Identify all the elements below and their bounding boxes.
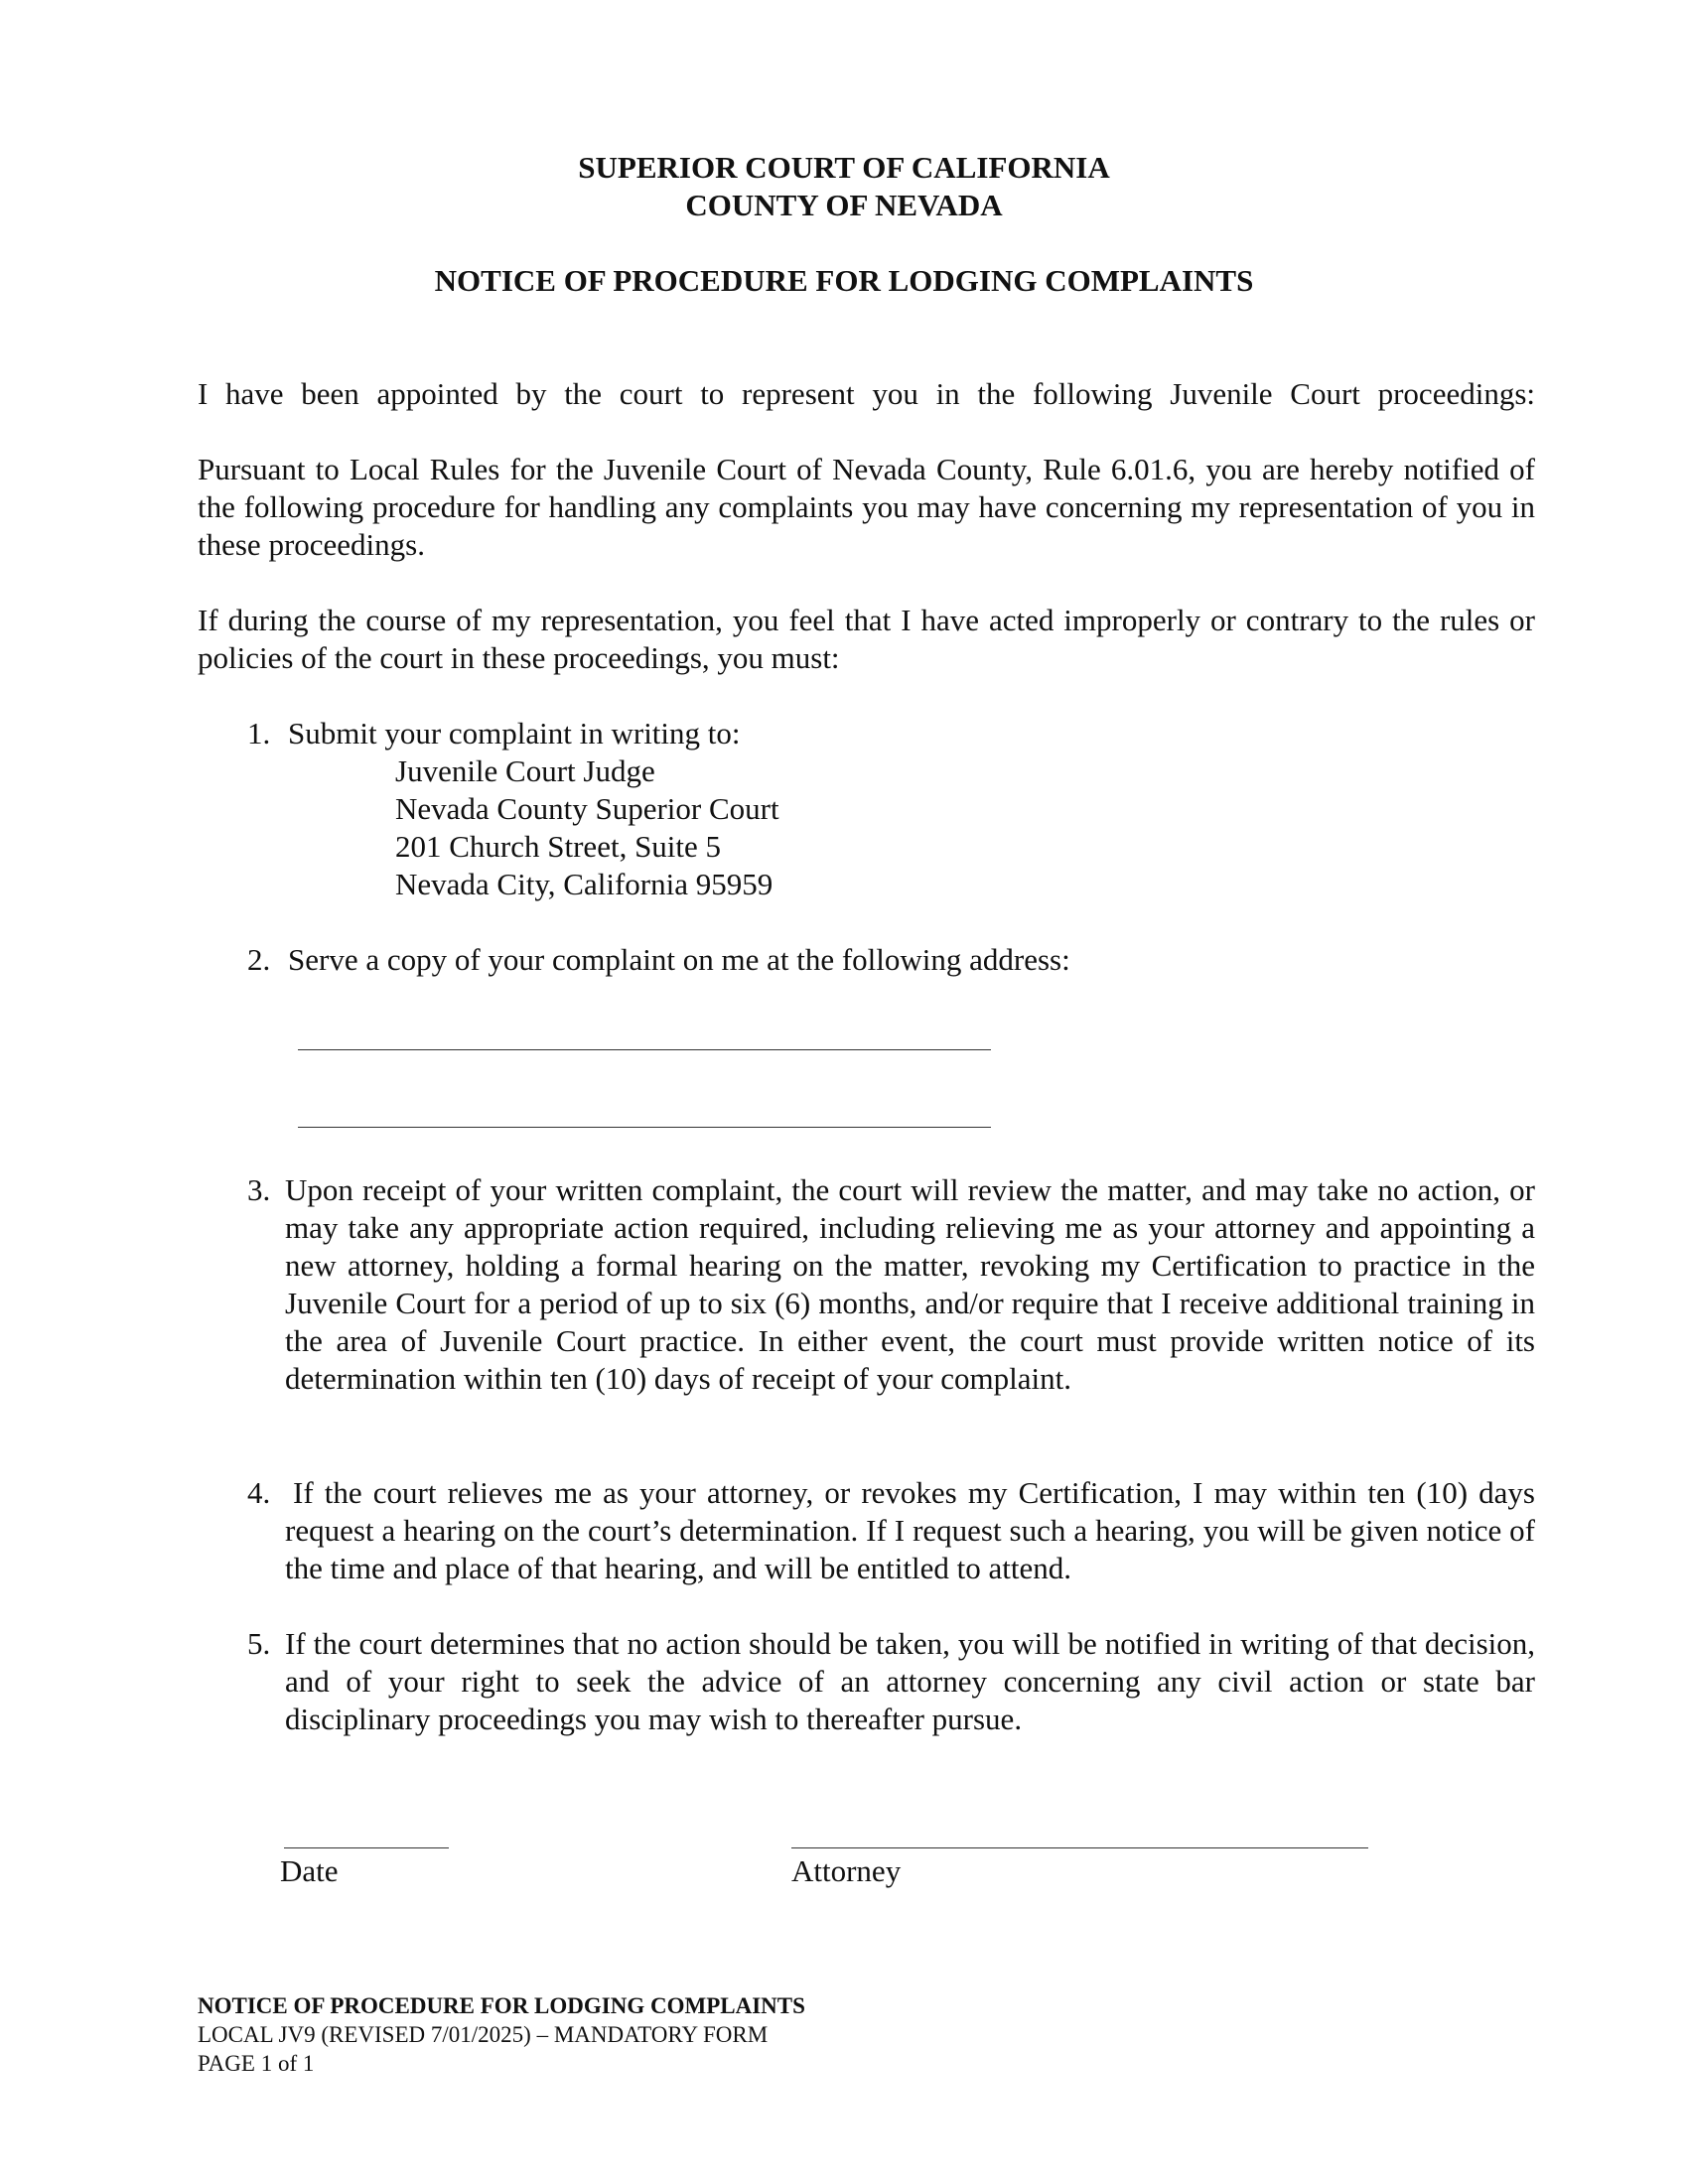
address-blank-line-2[interactable]: [298, 1127, 991, 1128]
step-4-text: If the court relieves me as your attorney, or revokes my Certification, I may within ten (10) days request a hearing on the court’s determination. If I request such a hearing, you will be given notice of the time and place of that hearing, and will be entitled to attend.: [285, 1475, 1535, 1585]
step-1-number: 1.: [247, 716, 271, 751]
step-3-text: Upon receipt of your written complaint, the court will review the matter, and may take no action, or may take any appropriate action required, including relieving me as your attorney and appointing a new attorney, holding a formal hearing on the matter, revoking my Certification to practice in the Juvenile Court for a period of up to six (6) months, and/or require that I receive additional training in the area of Juvenile Court practice. In either event, the court must provide written notice of its determination within ten (10) days of receipt of your complaint.: [285, 1172, 1535, 1396]
address-line-1: Juvenile Court Judge: [395, 753, 655, 788]
address-line-4: Nevada City, California 95959: [395, 867, 774, 901]
footer-title: NOTICE OF PROCEDURE FOR LODGING COMPLAINTS: [198, 1993, 805, 2018]
date-label: Date: [280, 1853, 339, 1888]
date-signature-line[interactable]: [284, 1847, 449, 1848]
intro-paragraph: I have been appointed by the court to represent you in the following Juvenile Court proceedings:: [198, 376, 1535, 411]
step-5-text: If the court determines that no action should be taken, you will be notified in writing of that decision, and of your right to seek the advice of an attorney concerning any civil action or state bar disciplinary proceedings you may wish to thereafter pursue.: [285, 1626, 1535, 1736]
step-3-number: 3.: [247, 1172, 271, 1207]
attorney-label: Attorney: [791, 1853, 902, 1888]
step-1-text: Submit your complaint in writing to:: [288, 716, 741, 751]
footer-form-id: LOCAL JV9 (REVISED 7/01/2025) – MANDATORY FORM: [198, 2022, 769, 2047]
court-name: SUPERIOR COURT OF CALIFORNIA: [578, 150, 1110, 185]
page-title: NOTICE OF PROCEDURE FOR LODGING COMPLAINTS: [434, 263, 1254, 298]
footer-page-number: PAGE 1 of 1: [198, 2051, 315, 2076]
attorney-signature-line[interactable]: [791, 1847, 1368, 1848]
address-line-3: 201 Church Street, Suite 5: [395, 829, 722, 864]
address-line-2: Nevada County Superior Court: [395, 791, 779, 826]
address-blank-line-1[interactable]: [298, 1049, 991, 1050]
step-2-number: 2.: [247, 942, 271, 977]
county-name: COUNTY OF NEVADA: [685, 188, 1003, 222]
pursuant-paragraph: Pursuant to Local Rules for the Juvenile Court of Nevada County, Rule 6.01.6, you are hereby notified of the following procedure for handling any complaints you may have concerning my representation of you in these proceedings.: [198, 452, 1535, 562]
step-2-text: Serve a copy of your complaint on me at the following address:: [288, 942, 1070, 977]
step-4-number: 4.: [247, 1475, 271, 1510]
step-5-number: 5.: [247, 1626, 271, 1661]
if-during-paragraph: If during the course of my representation, you feel that I have acted improperly or contrary to the rules or policies of the court in these proceedings, you must:: [198, 603, 1535, 675]
